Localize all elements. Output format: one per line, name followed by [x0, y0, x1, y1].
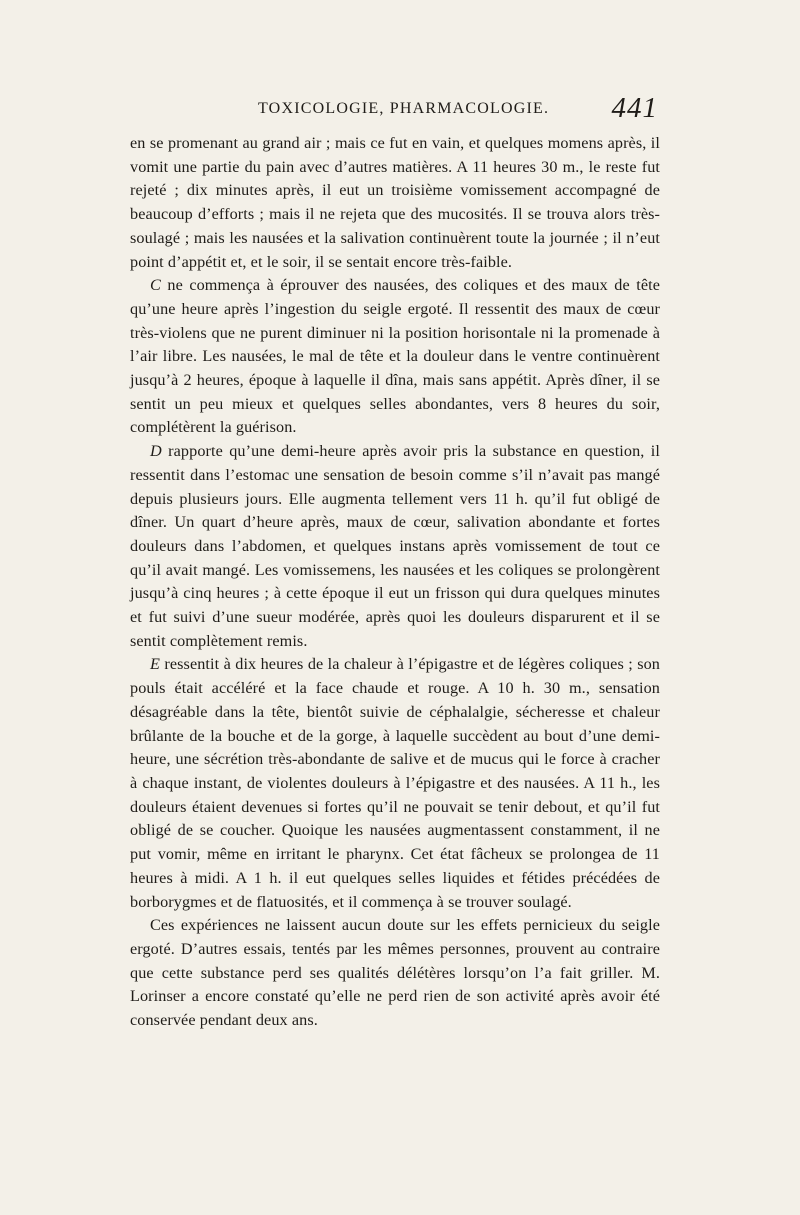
- paragraph-2: [130, 274, 660, 440]
- paragraph-5: [130, 914, 660, 1033]
- page-header: [130, 92, 660, 132]
- paragraph-4: [130, 653, 660, 914]
- subject-letter-d: D: [150, 442, 162, 461]
- paragraph-text: en se promenant au grand air ; mais ce fut en vain, et quelques momens après, il vomit une partie du pain avec d’autres matières. A 11 heures 30 m., le reste fut rejeté ; dix minutes après, il eut un troisième vomissement accompagné de beaucoup d’efforts ; mais il ne rejeta que des mucosités. Il se trouva alors très-soulagé ; mais les nausées et la salivation continuèrent toute la journée ; il n’eut point d’appétit et, et le soir, il se sentait encore très-faible.: [130, 134, 660, 271]
- running-head: TOXICOLOGIE, PHARMACOLOGIE.: [258, 100, 550, 117]
- paragraph-text: rapporte qu’une demi-heure après avoir pris la substance en question, il ressentit dans l’estomac une sensation de besoin comme s’il n’avait pas mangé depuis plusieurs jours. Elle augmenta tellement vers 11 h. qu’il fut obligé de dîner. Un quart d’heure après, maux de cœur, salivation abondante et fortes douleurs dans l’abdomen, et quelques instans après vomissement de tout ce qu’il avait mangé. Les vomissemens, les nausées et les coliques se prolongèrent jusqu’à cinq heures ; à cette époque il eut un frisson qui dura quelques minutes et fut suivi d’une sueur modérée, après quoi les douleurs disparurent et il se sentit complètement remis.: [130, 442, 660, 650]
- paragraph-text: ressentit à dix heures de la chaleur à l’épigastre et de légères coliques ; son pouls était accéléré et la face chaude et rouge. A 10 h. 30 m., sensation désagréable dans la tête, bientôt suivie de céphalalgie, sécheresse et chaleur brûlante de la bouche et de la gorge, à laquelle succèdent au bout d’une demi-heure, une sécrétion très-abondante de salive et de mucus qui le force à cracher à chaque instant, de violentes douleurs à l’épigastre et des nausées. A 11 h., les douleurs étaient devenues si fortes qu’il ne pouvait se tenir debout, et qu’il fut obligé de se coucher. Quoique les nausées augmentassent constamment, il ne put vomir, même en irritant le pharynx. Cet état fâcheux se prolongea de 11 heures à midi. A 1 h. il eut quelques selles liquides et fétides précédées de borborygmes et de flatuosités, et il commença à se trouver soulagé.: [130, 655, 660, 911]
- paragraph-text: Ces expériences ne laissent aucun doute sur les effets pernicieux du seigle ergoté. D’autres essais, tentés par les mêmes personnes, prouvent au contraire que cette substance perd ses qualités délétères lorsqu’on l’a fait griller. M. Lorinser a encore constaté qu’elle ne perd rien de son activité après avoir été conservée pendant deux ans.: [130, 916, 660, 1030]
- book-page: [130, 92, 660, 1152]
- paragraph-1: [130, 132, 660, 274]
- subject-letter-e: E: [150, 655, 160, 674]
- subject-letter-c: C: [150, 276, 161, 295]
- body-text: [130, 132, 660, 1033]
- paragraph-text: ne commença à éprouver des nausées, des coliques et des maux de tête qu’une heure après l’ingestion du seigle ergoté. Il ressentit des maux de cœur très-violens que ne purent diminuer ni la position horisontale ni la promenade à l’air libre. Les nausées, le mal de tête et la douleur dans le ventre continuèrent jusqu’à 2 heures, époque à laquelle il dîna, mais sans appétit. Après dîner, il se sentit un peu mieux et quelques selles abondantes, vers 8 heures du soir, complétèrent la guérison.: [130, 276, 660, 437]
- page-number: 441: [611, 92, 658, 124]
- paragraph-3: [130, 440, 660, 653]
